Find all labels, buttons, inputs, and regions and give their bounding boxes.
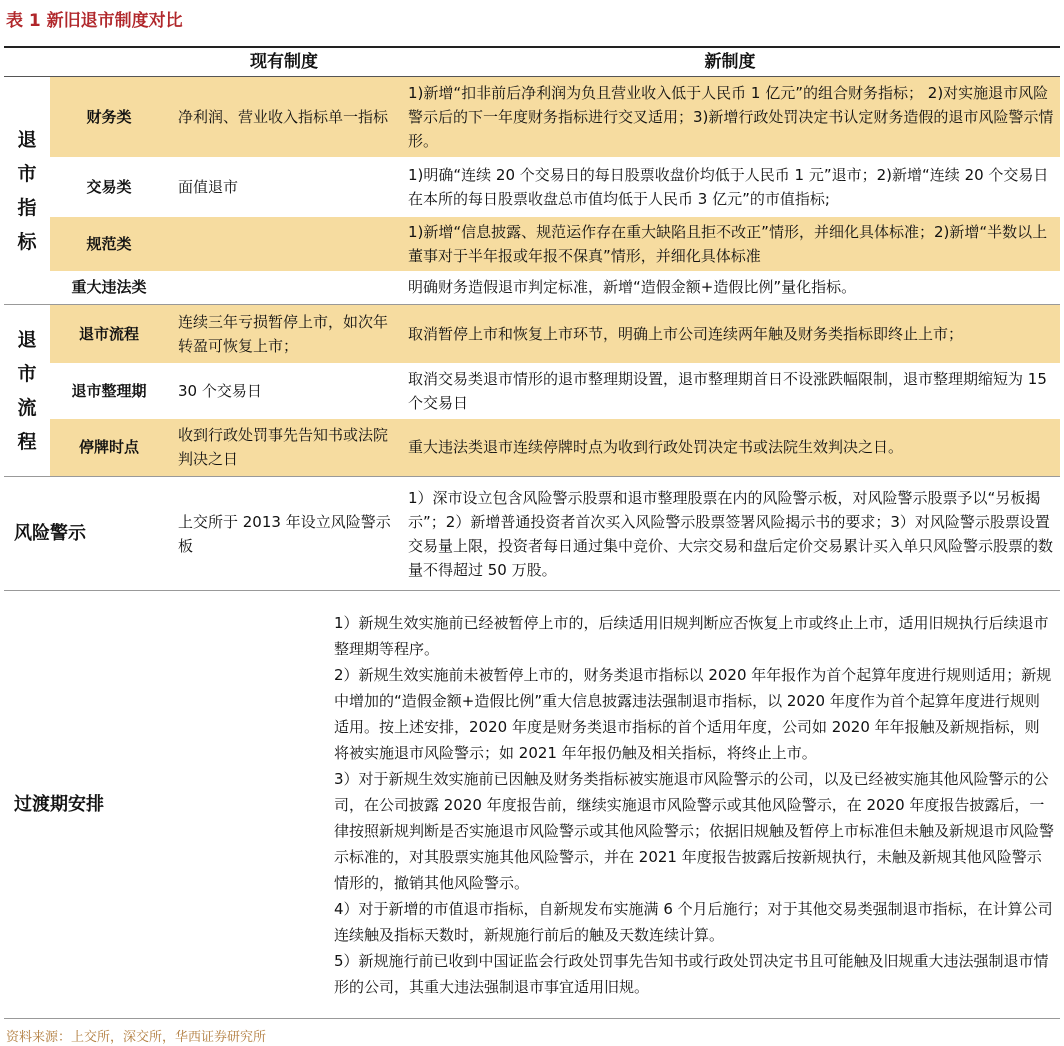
row-category: 规范类: [50, 217, 168, 271]
row-new: 1)新增“信息披露、规范运作存在重大缺陷且拒不改正”情形，并细化具体标准；2)新增“半数以上董事对于半年报或年报不保真”情形，并细化具体标准: [400, 217, 1060, 271]
transition-item: 2）新规生效实施前未被暂停上市的，财务类退市指标以 2020 年年报作为首个起算年度进行规则适用；新规中增加的“造假金额+造假比例”重大信息披露违法强制退市指标，以 2020 年度作为首个起算年度进行规则适用。按上述安排，2020 年度是财务类退市指标的首个适用年度，公司如 2020 年年报触及新规指标，则将被实施退市风险警示；如 2021 年年报仍触及相关指标，将终止上市。: [334, 665, 1052, 762]
row-new: 1)明确“连续 20 个交易日的每日股票收盘价均低于人民币 1 元”退市；2)新增“连续 20 个交易日在本所的每日股票收盘总市值均低于人民币 3 亿元”的市值指标;: [408, 165, 1049, 208]
table-row: [4, 363, 1060, 419]
row-new: 明确财务造假退市判定标准，新增“造假金额+造假比例”量化指标。: [408, 278, 857, 297]
transition-items: [168, 591, 1060, 1019]
row-current: 连续三年亏损暂停上市，如次年转盈可恢复上市；: [168, 305, 400, 363]
risk-new: 1）深市设立包含风险警示股票和退市整理股票在内的风险警示板，对风险警示股票予以“另板揭示”；2）新增普通投资者首次买入风险警示股票签署风险揭示书的要求；3）对风险警示股票设置交易量上限，投资者每日通过集中竞价、大宗交易和盘后定价交易累计买入单只风险警示股票的数量不得超过 50 万股。: [400, 477, 1060, 591]
row-current: 净利润、营业收入指标单一指标: [168, 77, 400, 157]
row-current: 收到行政处罚事先告知书或法院判决之日: [168, 419, 400, 477]
transition-item: 1）新规生效实施前已经被暂停上市的，后续适用旧规判断应否恢复上市或终止上市，适用旧规执行后续退市整理期等程序。: [334, 613, 1049, 658]
transition-category: 过渡期安排: [4, 591, 168, 1019]
row-current: 30 个交易日: [178, 381, 262, 400]
table-row: [4, 591, 1060, 1019]
table-row: [4, 419, 1060, 477]
row-category: 退市整理期: [71, 381, 147, 400]
row-current: [168, 217, 400, 271]
table-row: [4, 477, 1060, 591]
row-new: 重大违法类退市连续停牌时点为收到行政处罚决定书或法院生效判决之日。: [400, 419, 1060, 477]
table-row: [4, 217, 1060, 271]
table-row: [4, 157, 1060, 217]
row-category: 财务类: [50, 77, 168, 157]
table-header-row: [4, 47, 1060, 77]
row-new: 取消交易类退市情形的退市整理期设置，退市整理期首日不设涨跌幅限制，退市整理期缩短为 15 个交易日: [408, 369, 1047, 412]
comparison-table: [4, 46, 1060, 1019]
table-title: 表 1 新旧退市制度对比: [6, 11, 183, 31]
header-new: 新制度: [400, 47, 1060, 77]
table-row: [4, 305, 1060, 363]
transition-item: 4）对于新增的市值退市指标，自新规发布实施满 6 个月后施行；对于其他交易类强制退市指标，在计算公司连续触及指标天数时，新规施行前后的触及天数连续计算。: [334, 899, 1053, 944]
transition-item: 5）新规施行前已收到中国证监会行政处罚事先告知书或行政处罚决定书且可能触及旧规重大违法强制退市情形的公司，其重大违法强制退市事宜适用旧规。: [334, 951, 1049, 996]
group-label-process: 退 市 流 程: [4, 305, 50, 477]
risk-category: 风险警示: [4, 477, 168, 591]
transition-item: 3）对于新规生效实施前已因触及财务类指标被实施退市风险警示的公司，以及已经被实施其他风险警示的公司，在公司披露 2020 年度报告前，继续实施退市风险警示或其他风险警示，在 2020 年度报告披露后，一律按照新规判断是否实施退市风险警示或其他风险警示；依据旧规触及暂停上市标准但未触及新规退市风险警示标准的，对其股票实施其他风险警示，并在 2021 年度报告披露后按新规执行，未触及新规其他风险警示情形的，撤销其他风险警示。: [334, 769, 1055, 892]
header-current: 现有制度: [168, 47, 400, 77]
risk-current: 上交所于 2013 年设立风险警示板: [168, 477, 400, 591]
group-label-indicator: 退 市 指 标: [17, 128, 37, 253]
row-new: 取消暂停上市和恢复上市环节，明确上市公司连续两年触及财务类指标即终止上市；: [400, 305, 1060, 363]
row-new: 1)新增“扣非前后净利润为负且营业收入低于人民币 1 亿元”的组合财务指标； 2)对实施退市风险警示后的下一年度财务指标进行交叉适用；3)新增行政处罚决定书认定财务造假的退市风险警示情形。: [400, 77, 1060, 157]
row-current: [168, 271, 400, 305]
row-current: 面值退市: [178, 177, 239, 196]
row-category: 停牌时点: [50, 419, 168, 477]
source-note: 资料来源：上交所，深交所，华西证券研究所: [6, 1030, 267, 1045]
row-category: 退市流程: [50, 305, 168, 363]
row-category: 交易类: [86, 177, 132, 196]
table-row: [4, 77, 1060, 157]
row-category: 重大违法类: [71, 278, 147, 297]
table-row: [4, 271, 1060, 305]
